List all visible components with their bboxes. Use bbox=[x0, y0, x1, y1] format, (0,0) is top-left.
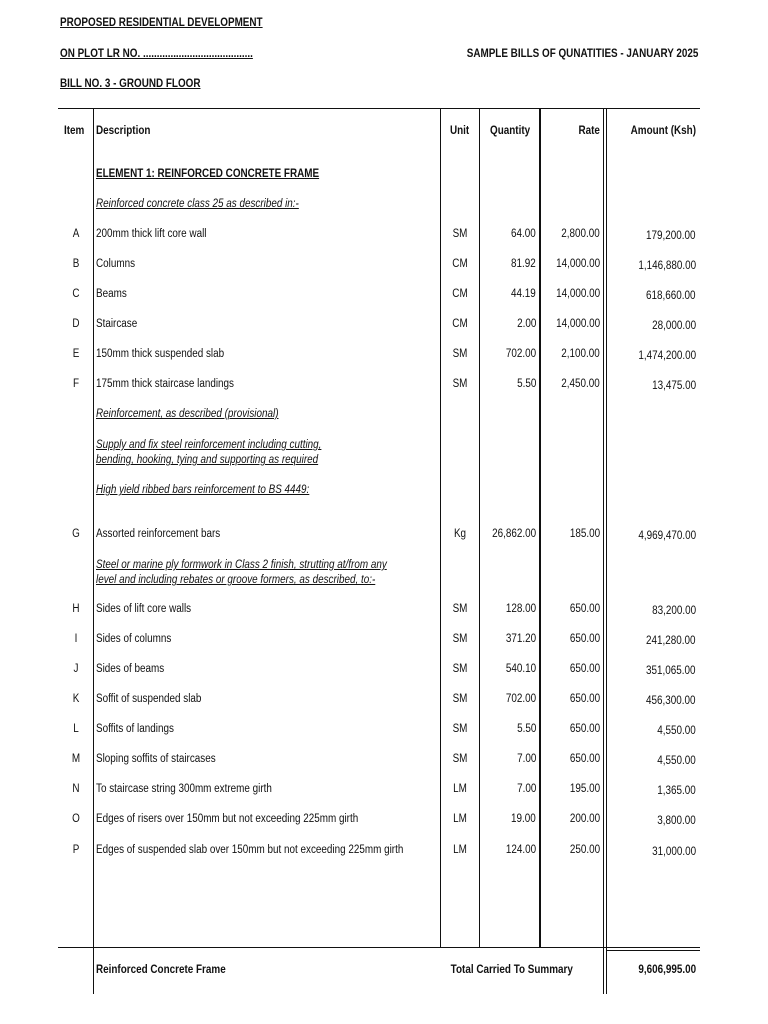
row-quantity: 702.00 bbox=[505, 693, 536, 705]
row-item-code: K bbox=[72, 693, 80, 705]
row-rate: 2,100.00 bbox=[561, 348, 600, 360]
row-amount: 31,000.00 bbox=[651, 846, 696, 858]
table-bottom-border-a bbox=[58, 947, 700, 948]
col-header-item: Item bbox=[64, 125, 85, 137]
row-rate: 650.00 bbox=[569, 753, 600, 765]
row-description: Soffits of landings bbox=[96, 723, 174, 735]
row-rate: 185.00 bbox=[569, 528, 600, 540]
row-unit: LM bbox=[453, 844, 467, 856]
row-description: Assorted reinforcement bars bbox=[96, 528, 221, 540]
row-description: Beams bbox=[96, 288, 127, 300]
row-unit: CM bbox=[452, 318, 468, 330]
row-rate: 14,000.00 bbox=[555, 258, 600, 270]
row-amount: 1,146,880.00 bbox=[638, 260, 696, 272]
element-heading: ELEMENT 1: REINFORCED CONCRETE FRAME bbox=[96, 168, 320, 180]
row-quantity: 124.00 bbox=[505, 844, 536, 856]
note-concrete: Reinforced concrete class 25 as described in:- bbox=[96, 198, 299, 210]
note-supply-line2: bending, hooking, tying and supporting as required bbox=[96, 454, 319, 466]
row-rate: 650.00 bbox=[569, 633, 600, 645]
row-amount: 179,200.00 bbox=[646, 230, 696, 242]
row-item-code: J bbox=[73, 663, 79, 675]
row-amount: 83,200.00 bbox=[651, 605, 696, 617]
plot-number: ON PLOT LR NO. ........................................ bbox=[60, 48, 253, 60]
row-description: Sloping soffits of staircases bbox=[96, 753, 216, 765]
footer-total-amount: 9,606,995.00 bbox=[638, 964, 696, 976]
footer-element-name: Reinforced Concrete Frame bbox=[96, 964, 226, 976]
row-quantity: 5.50 bbox=[516, 723, 536, 735]
col-divider-quantity bbox=[539, 108, 541, 948]
row-quantity: 64.00 bbox=[511, 228, 536, 240]
row-unit: LM bbox=[453, 783, 467, 795]
row-quantity: 128.00 bbox=[505, 603, 536, 615]
row-quantity: 5.50 bbox=[516, 378, 536, 390]
row-quantity: 44.19 bbox=[511, 288, 536, 300]
col-header-rate: Rate bbox=[578, 125, 600, 137]
row-unit: CM bbox=[452, 258, 468, 270]
row-unit: SM bbox=[452, 663, 468, 675]
row-item-code: E bbox=[72, 348, 80, 360]
row-quantity: 7.00 bbox=[516, 753, 536, 765]
row-item-code: L bbox=[73, 723, 79, 735]
row-amount: 4,550.00 bbox=[657, 725, 696, 737]
row-amount: 618,660.00 bbox=[646, 290, 696, 302]
row-item-code: G bbox=[72, 528, 80, 540]
row-description: Sides of columns bbox=[96, 633, 172, 645]
col-divider-unit bbox=[479, 108, 480, 948]
row-rate: 200.00 bbox=[569, 813, 600, 825]
row-rate: 650.00 bbox=[569, 603, 600, 615]
note-reinforcement: Reinforcement, as described (provisional) bbox=[96, 408, 279, 420]
row-item-code: D bbox=[72, 318, 80, 330]
col-header-unit: Unit bbox=[450, 125, 470, 137]
table-bottom-border-b bbox=[606, 950, 700, 951]
row-item-code: C bbox=[72, 288, 80, 300]
row-amount: 4,969,470.00 bbox=[638, 530, 696, 542]
document-subtitle: SAMPLE BILLS OF QUNATITIES - JANUARY 2025 bbox=[466, 48, 698, 60]
col-divider-rate-b bbox=[606, 108, 607, 994]
row-rate: 250.00 bbox=[569, 844, 600, 856]
row-rate: 650.00 bbox=[569, 693, 600, 705]
row-item-code: H bbox=[72, 603, 80, 615]
row-amount: 13,475.00 bbox=[651, 380, 696, 392]
row-item-code: M bbox=[71, 753, 81, 765]
row-unit: CM bbox=[452, 288, 468, 300]
row-amount: 1,365.00 bbox=[657, 785, 696, 797]
col-header-quantity: Quantity bbox=[490, 125, 531, 137]
row-description: Sides of lift core walls bbox=[96, 603, 192, 615]
row-description: Sides of beams bbox=[96, 663, 165, 675]
row-description: Edges of suspended slab over 150mm but not exceeding 225mm girth bbox=[96, 844, 404, 856]
row-amount: 351,065.00 bbox=[646, 665, 696, 677]
note-supply-line1: Supply and fix steel reinforcement including cutting, bbox=[96, 439, 322, 451]
col-header-description: Description bbox=[96, 125, 151, 137]
row-quantity: 702.00 bbox=[505, 348, 536, 360]
row-quantity: 540.10 bbox=[505, 663, 536, 675]
row-rate: 14,000.00 bbox=[555, 318, 600, 330]
row-unit: SM bbox=[452, 693, 468, 705]
col-divider-rate-a bbox=[603, 108, 604, 994]
note-high-yield: High yield ribbed bars reinforcement to BS 4449: bbox=[96, 484, 310, 496]
row-amount: 4,550.00 bbox=[657, 755, 696, 767]
row-item-code: P bbox=[72, 844, 80, 856]
project-title: PROPOSED RESIDENTIAL DEVELOPMENT bbox=[60, 17, 263, 29]
row-unit: SM bbox=[452, 633, 468, 645]
footer-total-label: Total Carried To Summary bbox=[450, 964, 573, 976]
row-quantity: 7.00 bbox=[516, 783, 536, 795]
row-unit: SM bbox=[452, 228, 468, 240]
row-amount: 241,280.00 bbox=[646, 635, 696, 647]
row-item-code: N bbox=[72, 783, 80, 795]
row-quantity: 26,862.00 bbox=[491, 528, 536, 540]
row-item-code: I bbox=[74, 633, 78, 645]
row-quantity: 2.00 bbox=[516, 318, 536, 330]
row-unit: SM bbox=[452, 753, 468, 765]
row-amount: 3,800.00 bbox=[657, 815, 696, 827]
row-item-code: O bbox=[72, 813, 80, 825]
row-quantity: 371.20 bbox=[505, 633, 536, 645]
row-description: Edges of risers over 150mm but not exceeding 225mm girth bbox=[96, 813, 359, 825]
col-divider-item bbox=[93, 108, 94, 994]
row-description: 150mm thick suspended slab bbox=[96, 348, 225, 360]
row-description: 175mm thick staircase landings bbox=[96, 378, 234, 390]
row-rate: 2,450.00 bbox=[561, 378, 600, 390]
row-quantity: 81.92 bbox=[511, 258, 536, 270]
row-unit: Kg bbox=[453, 528, 467, 540]
row-description: Columns bbox=[96, 258, 136, 270]
row-amount: 1,474,200.00 bbox=[638, 350, 696, 362]
row-quantity: 19.00 bbox=[511, 813, 536, 825]
col-header-amount: Amount (Ksh) bbox=[630, 125, 696, 137]
note-formwork-line1: Steel or marine ply formwork in Class 2 finish, strutting at/from any bbox=[96, 559, 387, 571]
row-description: To staircase string 300mm extreme girth bbox=[96, 783, 272, 795]
row-description: Staircase bbox=[96, 318, 138, 330]
row-unit: SM bbox=[452, 723, 468, 735]
col-divider-description bbox=[440, 108, 441, 948]
row-rate: 650.00 bbox=[569, 723, 600, 735]
row-unit: SM bbox=[452, 348, 468, 360]
note-formwork-line2: level and including rebates or groove formers, as described, to:- bbox=[96, 574, 376, 586]
row-item-code: F bbox=[72, 378, 80, 390]
row-item-code: B bbox=[72, 258, 80, 270]
row-rate: 195.00 bbox=[569, 783, 600, 795]
row-amount: 28,000.00 bbox=[651, 320, 696, 332]
row-description: 200mm thick lift core wall bbox=[96, 228, 207, 240]
row-unit: SM bbox=[452, 378, 468, 390]
row-unit: LM bbox=[453, 813, 467, 825]
bill-title: BILL NO. 3 - GROUND FLOOR bbox=[60, 78, 201, 90]
row-rate: 14,000.00 bbox=[555, 288, 600, 300]
row-rate: 650.00 bbox=[569, 663, 600, 675]
row-description: Soffit of suspended slab bbox=[96, 693, 202, 705]
row-amount: 456,300.00 bbox=[646, 695, 696, 707]
row-unit: SM bbox=[452, 603, 468, 615]
row-item-code: A bbox=[72, 228, 80, 240]
row-rate: 2,800.00 bbox=[561, 228, 600, 240]
